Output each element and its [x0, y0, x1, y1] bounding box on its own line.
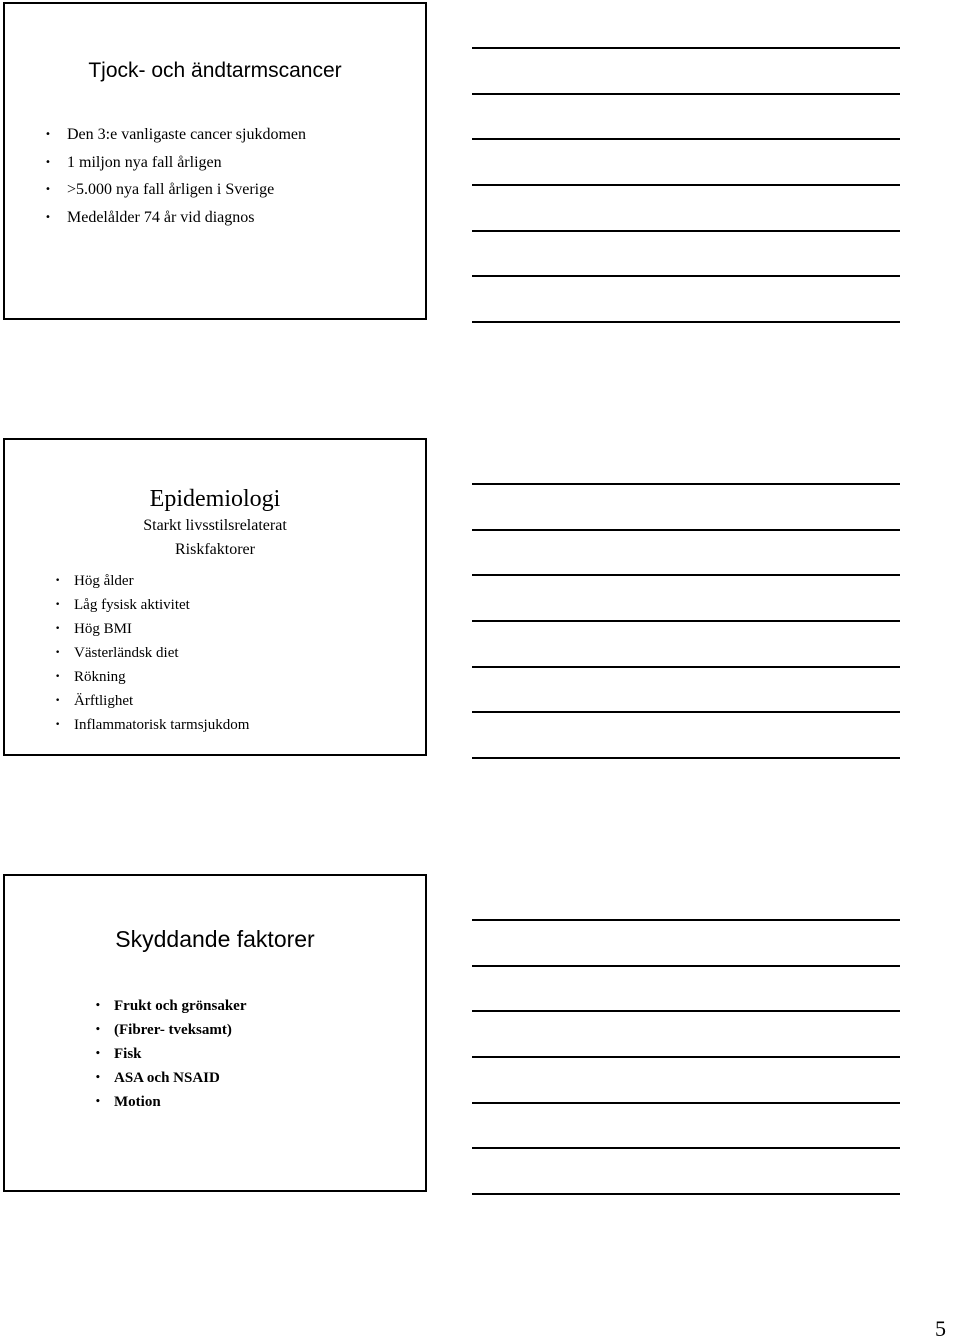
note-line: [472, 711, 900, 713]
list-item: [45, 149, 306, 177]
list-item: [45, 176, 306, 204]
list-item: [95, 1018, 247, 1042]
bullet-icon: •: [95, 1025, 101, 1035]
bullet-icon: •: [55, 672, 61, 682]
list-item-text: 1 miljon nya fall årligen: [67, 153, 222, 171]
list-item-text: Inflammatorisk tarmsjukdom: [74, 717, 250, 733]
bullet-icon: •: [45, 211, 51, 223]
bullet-icon: •: [55, 624, 61, 634]
list-item-text: Ärftlighet: [74, 693, 134, 709]
bullet-icon: •: [55, 576, 61, 586]
slide-2-title: Epidemiologi: [149, 486, 281, 512]
list-item-text: Hög ålder: [74, 573, 134, 589]
slide-1: [3, 2, 427, 320]
page-number: 5: [935, 1316, 946, 1341]
note-line: [472, 93, 900, 95]
list-item-text: ASA och NSAID: [114, 1070, 220, 1086]
slide-1-bullet-list: [45, 121, 306, 231]
note-line: [472, 757, 900, 759]
list-item-text: Medelålder 74 år vid diagnos: [67, 208, 255, 226]
list-item-text: Fisk: [114, 1046, 142, 1062]
note-line: [472, 275, 900, 277]
list-item-text: (Fibrer- tveksamt): [114, 1022, 232, 1038]
note-line: [472, 184, 900, 186]
list-item: [55, 617, 249, 641]
bullet-icon: •: [95, 1049, 101, 1059]
slide-2-subtitle: Starkt livsstilsrelaterat: [143, 517, 287, 534]
note-line: [472, 919, 900, 921]
list-item: [55, 569, 249, 593]
note-line: [472, 620, 900, 622]
note-line: [472, 47, 900, 49]
note-line: [472, 1147, 900, 1149]
slide-2-section-heading: Riskfaktorer: [175, 541, 255, 558]
note-line: [472, 321, 900, 323]
list-item-text: >5.000 nya fall årligen i Sverige: [67, 181, 275, 198]
list-item: [45, 121, 306, 149]
list-item: [95, 994, 247, 1018]
list-item: [55, 665, 249, 689]
note-line: [472, 1193, 900, 1195]
bullet-icon: •: [55, 696, 61, 706]
list-item-text: Den 3:e vanligaste cancer sjukdomen: [67, 126, 307, 143]
list-item-text: Låg fysisk aktivitet: [74, 597, 190, 613]
list-item: [45, 204, 306, 232]
list-item-text: Hög BMI: [74, 621, 132, 637]
bullet-icon: •: [55, 600, 61, 610]
note-line: [472, 138, 900, 140]
slide-2-bullet-list: [55, 569, 249, 737]
bullet-icon: •: [55, 720, 61, 730]
list-item: [95, 1090, 247, 1114]
note-line: [472, 1056, 900, 1058]
bullet-icon: •: [95, 1073, 101, 1083]
note-line: [472, 230, 900, 232]
note-line: [472, 1010, 900, 1012]
slide-1-title: Tjock- och ändtarmscancer: [88, 59, 342, 82]
list-item: [95, 1042, 247, 1066]
bullet-icon: •: [45, 184, 51, 195]
bullet-icon: •: [45, 156, 51, 168]
list-item: [55, 713, 249, 737]
list-item-text: Motion: [114, 1094, 161, 1110]
list-item-text: Rökning: [74, 669, 126, 685]
list-item: [55, 689, 249, 713]
list-item-text: Västerländsk diet: [74, 645, 179, 661]
note-line: [472, 1102, 900, 1104]
bullet-icon: •: [95, 1097, 101, 1107]
bullet-icon: •: [95, 1001, 101, 1011]
list-item: [55, 641, 249, 665]
slide-3-bullet-list: [95, 994, 247, 1114]
slide-3: [3, 874, 427, 1192]
slide-3-title: Skyddande faktorer: [115, 926, 315, 952]
slide-2: [3, 438, 427, 756]
note-line: [472, 574, 900, 576]
note-line: [472, 483, 900, 485]
list-item: [95, 1066, 247, 1090]
bullet-icon: •: [45, 129, 51, 140]
note-line: [472, 965, 900, 967]
bullet-icon: •: [55, 648, 61, 658]
note-line: [472, 529, 900, 531]
list-item: [55, 593, 249, 617]
list-item-text: Frukt och grönsaker: [114, 998, 247, 1014]
note-line: [472, 666, 900, 668]
